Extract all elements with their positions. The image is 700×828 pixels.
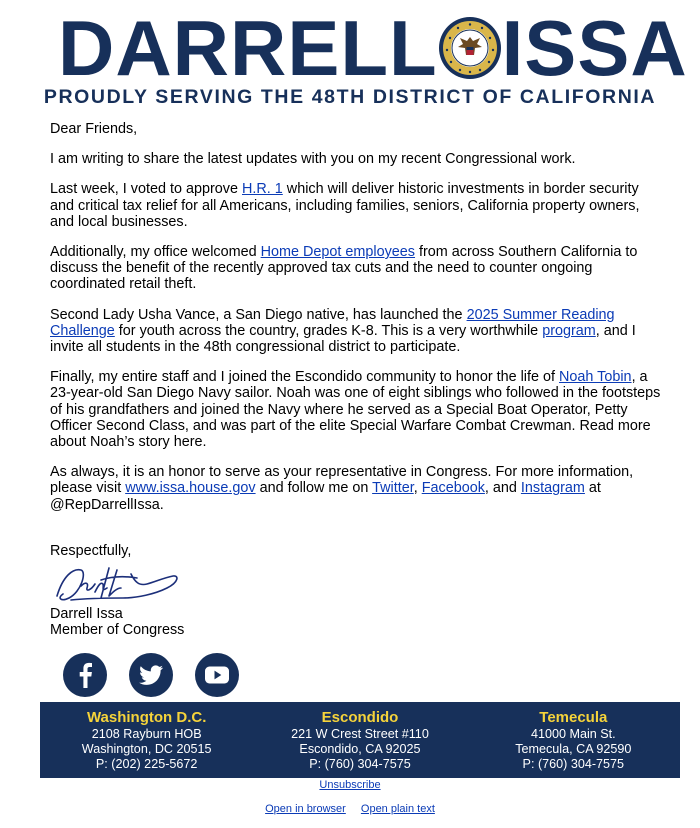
office-city: Escondido — [321, 709, 399, 726]
office-citystatezip: Temecula, CA 92590 — [515, 742, 632, 757]
unsubscribe-row — [0, 779, 700, 791]
twitter-link[interactable]: Twitter — [372, 480, 414, 497]
handwritten-signature — [51, 562, 185, 606]
office-citystatezip: Washington, DC 20515 — [81, 742, 212, 757]
home-depot-paragraph: Additionally, my office welcomed Home Depot employees from across Southern California to discuss the benefit of the recently approved tax cuts and the need to counter ongoing coordinated retail theft. — [50, 244, 638, 293]
office-street: 41000 Main St. — [530, 727, 616, 741]
house-seal-icon — [438, 16, 502, 80]
noah-tobin-paragraph: Finally, my entire staff and I joined the Escondido community to honor the life of Noah Tobin, a 23-year-old San Diego Navy sailor. Noah was one of eight siblings who followed in the footsteps of his grandfathers and joined the Navy where he served as a Special Boat Operator, Petty Officer Second Class, and was part of the elite Special Warfare Combat Crewman. Read more about Noah’s story here. — [50, 369, 661, 451]
website-link[interactable]: www.issa.house.gov — [125, 480, 256, 497]
banner-first-name: DARRELL — [58, 4, 438, 92]
home-depot-link[interactable]: Home Depot employees — [260, 244, 416, 261]
twitter-icon — [129, 653, 173, 697]
signature-block — [50, 543, 350, 639]
open-plain-text-link[interactable]: Open plain text — [360, 803, 435, 815]
signer-title: Member of Congress — [50, 622, 185, 639]
facebook-button[interactable] — [63, 653, 107, 697]
office-phone: P: (202) 225-5672 — [95, 757, 198, 772]
summer-reading-link[interactable]: 2025 Summer Reading Challenge — [50, 306, 615, 339]
hr1-paragraph: Last week, I voted to approve H.R. 1 which will deliver historic investments in border security and critical tax relief for all Americans, including families, seniors, California property owners, and local businesses. — [50, 181, 640, 230]
office-street: 2108 Rayburn HOB — [91, 727, 202, 741]
noah-tobin-link[interactable]: Noah Tobin — [559, 369, 632, 386]
letter-body — [50, 121, 662, 527]
open-in-browser-link[interactable]: Open in browser — [265, 803, 346, 815]
program-link[interactable]: program — [542, 322, 596, 339]
office-washington — [40, 702, 253, 778]
district-tagline: PROUDLY SERVING THE 48TH DISTRICT OF CALIFORNIA — [43, 86, 657, 108]
twitter-button[interactable] — [129, 653, 173, 697]
instagram-link[interactable]: Instagram — [520, 480, 585, 497]
summer-reading-paragraph: Second Lady Usha Vance, a San Diego native, has launched the 2025 Summer Reading Challenge for youth across the country, grades K-8. This is a very worthwhile program, and I invite all students in the 48th congressional district to participate. — [50, 306, 636, 356]
greeting: Dear Friends, — [50, 121, 138, 137]
office-escondido — [253, 702, 466, 778]
office-temecula — [467, 702, 680, 778]
signer-name: Darrell Issa — [50, 606, 123, 623]
email-header — [0, 0, 700, 112]
view-options-row — [0, 803, 700, 815]
unsubscribe-link[interactable]: Unsubscribe — [319, 779, 381, 791]
office-phone: P: (760) 304-7575 — [309, 757, 411, 772]
hr1-link[interactable]: H.R. 1 — [242, 181, 283, 198]
facebook-icon — [63, 653, 107, 697]
intro-paragraph: I am writing to share the latest updates with you on my recent Congressional work. — [50, 151, 576, 168]
office-citystatezip: Escondido, CA 92025 — [299, 742, 421, 757]
office-city: Temecula — [539, 709, 608, 726]
closing-salutation: Respectfully, — [50, 543, 132, 559]
youtube-button[interactable] — [195, 653, 239, 697]
office-city: Washington D.C. — [86, 709, 207, 726]
name-banner — [58, 4, 688, 92]
office-footer — [40, 702, 680, 778]
closing-paragraph: As always, it is an honor to serve as your representative in Congress. For more information, please visit www.issa.house.gov and follow me on Twitter, Facebook, and Instagram at @RepDarrellIssa. — [50, 464, 634, 513]
social-icons-row — [63, 653, 239, 697]
banner-last-name: ISSA — [501, 4, 688, 92]
youtube-icon — [195, 653, 239, 697]
office-phone: P: (760) 304-7575 — [522, 757, 625, 772]
facebook-link[interactable]: Facebook — [421, 480, 485, 497]
office-street: 221 W Crest Street #110 — [291, 727, 429, 741]
